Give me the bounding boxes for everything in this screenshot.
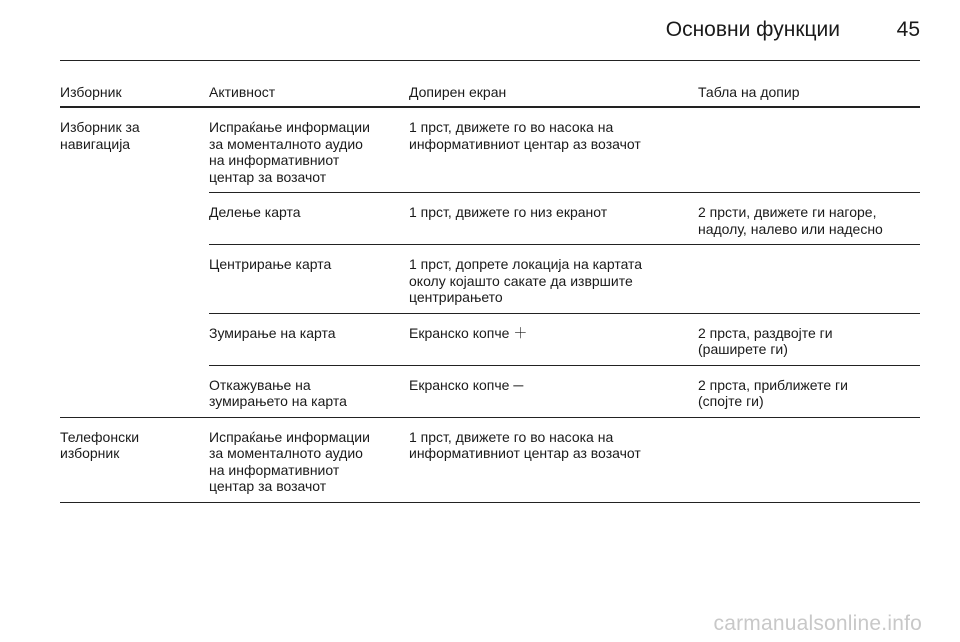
- cell-touch-screen: 1 прст, движете го во насока на информативниот центар аз возачот: [409, 107, 698, 193]
- cell-menu: [60, 365, 209, 417]
- cell-activity: Испраќање информации за моменталното аудио на информативниот центар за возачот: [209, 107, 409, 193]
- table-row: [60, 245, 920, 314]
- table-row: [60, 107, 920, 193]
- table-row: [60, 193, 920, 245]
- cell-touchpad: [698, 417, 920, 502]
- column-header-touch-screen: Допирен екран: [409, 84, 698, 107]
- cell-touchpad: [698, 107, 920, 193]
- cell-activity: Испраќање информации за моменталното аудио на информативниот центар за возачот: [209, 417, 409, 502]
- column-header-activity: Активност: [209, 84, 409, 107]
- cell-activity: Зумирање на карта: [209, 313, 409, 365]
- header-divider: [60, 60, 920, 61]
- cell-activity: Откажување на зумирањето на карта: [209, 365, 409, 417]
- table-row: [60, 365, 920, 417]
- column-header-menu: Изборник: [60, 84, 209, 107]
- cell-activity: Делење карта: [209, 193, 409, 245]
- table-row: [60, 417, 920, 502]
- cell-touch-screen: 1 прст, допрете локација на картата околу којашто сакате да извршите центрирањето: [409, 245, 698, 314]
- page-title: Основни функции: [665, 18, 840, 41]
- watermark: carmanualsonline.info: [713, 612, 922, 635]
- page-header: [60, 16, 920, 56]
- cell-menu: Изборник за навигација: [60, 119, 140, 152]
- cell-touch-screen: 1 прст, движете го низ екранот: [409, 193, 698, 245]
- gesture-table: [60, 84, 920, 503]
- cell-touchpad: 2 прсти, движете ги нагоре, надолу, налево или надесно: [698, 193, 920, 245]
- cell-touchpad: [698, 245, 920, 314]
- cell-menu: Телефонски изборник: [60, 417, 209, 502]
- cell-activity: Центрирање карта: [209, 245, 409, 314]
- table-row: [60, 313, 920, 365]
- cell-menu: [60, 245, 209, 314]
- table-header-row: [60, 84, 920, 107]
- cell-touch-screen: Екранско копче ＋: [409, 313, 698, 365]
- cell-touchpad: 2 прста, раздвојте ги (раширете ги): [698, 313, 920, 365]
- cell-touch-screen: 1 прст, движете го во насока на информативниот центар аз возачот: [409, 417, 698, 502]
- page-number: 45: [896, 18, 920, 41]
- cell-touchpad: 2 прста, приближете ги (спојте ги): [698, 365, 920, 417]
- cell-menu: [60, 313, 209, 365]
- cell-touch-screen: Екранско копче ─: [409, 365, 698, 417]
- column-header-touchpad: Табла на допир: [698, 84, 920, 107]
- cell-menu: [60, 193, 209, 245]
